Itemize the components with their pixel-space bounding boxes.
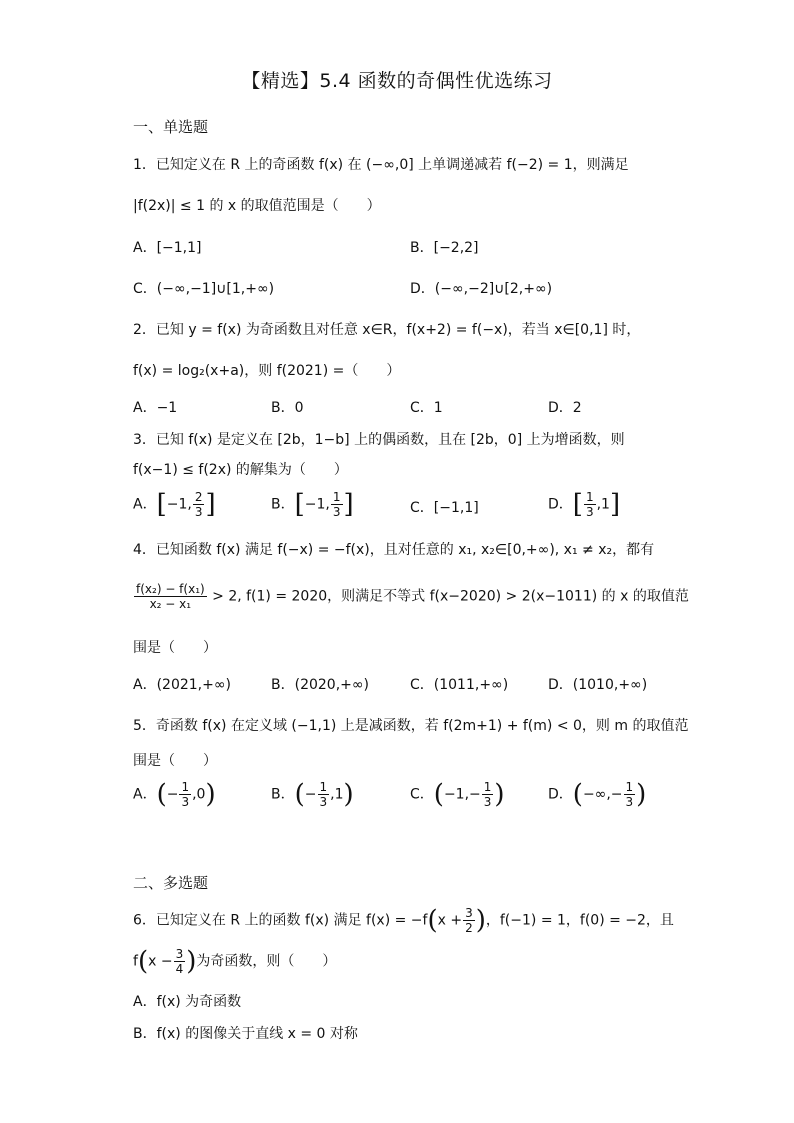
question-3-option-c: C．[−1,1]	[410, 500, 479, 516]
option-label: D．	[548, 786, 573, 803]
question-5-line-1: 5．奇函数 f(x) 在定义域 (−1,1) 上是减函数，若 f(2m+1) + f(m) < 0，则 m 的取值范	[133, 718, 689, 734]
numerator: 1	[319, 780, 328, 794]
denominator: 3	[625, 795, 634, 809]
question-3-line-1: 3．已知 f(x) 是定义在 [2b，1−b] 上的偶函数，且在 [2b，0] 上为增函数，则	[133, 432, 625, 448]
question-1-option-b: B．[−2,2]	[410, 240, 479, 256]
numerator: 1	[332, 490, 341, 504]
question-1-option-d: D．(−∞,−2]∪[2,+∞)	[410, 281, 553, 297]
section-heading-single: 一、单选题	[133, 118, 209, 136]
question-6-line-1: 6．已知定义在 R 上的函数 f(x) 满足 f(x) = −f(x + $\frac{3}{2}$ )，f(−1) = 1，f(0) = −2，且	[133, 905, 674, 936]
denominator: 2	[465, 921, 473, 935]
question-2-option-d: D．2	[548, 400, 582, 416]
numerator: 1	[585, 490, 594, 504]
denominator: x₂ − x₁	[149, 597, 192, 611]
numerator: 1	[483, 780, 492, 794]
fraction	[482, 780, 494, 809]
question-4-line-2-text: > 2, f(1) = 2020，则满足不等式 f(x−2020) > 2(x−1011) 的 x 的取值范	[212, 588, 689, 605]
denominator: 4	[175, 962, 184, 976]
question-6-line-2-tail: 为奇函数，则（ ）	[196, 953, 337, 970]
page-title: 【精选】5.4 函数的奇偶性优选练习	[241, 70, 553, 92]
fraction	[134, 582, 207, 611]
denominator: 3	[319, 795, 328, 809]
question-2-option-a: A．−1	[133, 400, 178, 416]
denominator: 3	[332, 505, 341, 519]
question-4-option-a: A．(2021,+∞)	[133, 677, 231, 693]
fraction	[193, 490, 205, 519]
question-4-option-c: C．(1011,+∞)	[410, 677, 509, 693]
option-expr: −1,	[166, 496, 192, 513]
question-4-line-2	[133, 582, 689, 611]
question-5-line-2: 围是（ ）	[133, 753, 217, 769]
option-expr: x +	[437, 912, 463, 929]
question-5-option-c: C．(−1,− $\frac{1}{3}$ )	[410, 779, 505, 810]
question-5-option-a: A．(− $\frac{1}{3}$ ,0)	[133, 779, 216, 810]
fraction	[624, 780, 636, 809]
question-6-line-1-text: 6．已知定义在 R 上的函数 f(x) 满足 f(x) = −f	[133, 912, 428, 929]
option-expr: −∞,−	[582, 786, 623, 803]
fraction	[318, 780, 330, 809]
question-2-option-c: C．1	[410, 400, 443, 416]
fraction	[331, 490, 343, 519]
option-expr: −1,−	[443, 786, 481, 803]
option-label: A．	[133, 496, 157, 513]
question-3-option-b: B．[−1, $\frac{1}{3}$ ]	[271, 489, 354, 520]
denominator: 3	[181, 795, 190, 809]
option-label: C．	[410, 786, 434, 803]
question-3-option-a: A．[−1, $\frac{2}{3}$ ]	[133, 489, 216, 520]
question-4-option-d: D．(1010,+∞)	[548, 677, 648, 693]
fraction	[174, 947, 186, 976]
numerator: 2	[194, 490, 203, 504]
denominator: 3	[483, 795, 492, 809]
option-expr: −1,	[304, 496, 330, 513]
question-6-line-1-tail: ，f(−1) = 1，f(0) = −2，且	[485, 912, 674, 929]
question-5-option-b: B．(− $\frac{1}{3}$ ,1)	[271, 779, 354, 810]
question-2-option-b: B．0	[271, 400, 304, 416]
question-2-line-1: 2．已知 y = f(x) 为奇函数且对任意 x∈R，f(x+2) = f(−x)，若当 x∈[0,1] 时，	[133, 322, 641, 338]
question-6-option-a: A．f(x) 为奇函数	[133, 994, 242, 1010]
numerator: 3	[465, 906, 473, 920]
question-4-line-3: 围是（ ）	[133, 640, 217, 656]
option-expr: ,1	[330, 786, 344, 803]
option-label: B．	[271, 496, 295, 513]
option-label: B．	[271, 786, 295, 803]
numerator: 1	[625, 780, 634, 794]
option-expr: x −	[148, 953, 173, 970]
option-expr: ,0	[192, 786, 206, 803]
numerator: 3	[175, 947, 184, 961]
question-6-option-b: B．f(x) 的图像关于直线 x = 0 对称	[133, 1026, 358, 1042]
option-expr: −	[304, 786, 317, 803]
question-4-option-b: B．(2020,+∞)	[271, 677, 369, 693]
question-6-line-2: f(x − $\frac{3}{4}$ )为奇函数，则（ ）	[133, 946, 337, 977]
option-label: D．	[548, 496, 573, 513]
numerator: f(x₂) − f(x₁)	[136, 582, 205, 596]
question-4-line-1: 4．已知函数 f(x) 满足 f(−x) = −f(x)，且对任意的 x₁, x₂∈[0,+∞), x₁ ≠ x₂，都有	[133, 542, 655, 558]
question-2-line-2: f(x) = log₂(x+a)，则 f(2021) =（ ）	[133, 363, 401, 379]
fraction	[463, 906, 475, 935]
question-1-line-1: 1．已知定义在 R 上的奇函数 f(x) 在 (−∞,0] 上单调递减若 f(−2) = 1，则满足	[133, 157, 629, 173]
option-expr: −	[166, 786, 179, 803]
option-expr: ,1	[596, 496, 610, 513]
question-5-option-d: D．(−∞,− $\frac{1}{3}$ )	[548, 779, 647, 810]
section-heading-multi: 二、多选题	[133, 874, 209, 892]
question-1-option-a: A．[−1,1]	[133, 240, 202, 256]
question-1-line-2: |f(2x)| ≤ 1 的 x 的取值范围是（ ）	[133, 198, 381, 214]
numerator: 1	[181, 780, 190, 794]
question-1-option-c: C．(−∞,−1]∪[1,+∞)	[133, 281, 275, 297]
option-label: A．	[133, 786, 157, 803]
denominator: 3	[585, 505, 594, 519]
question-3-option-d: D．[ $\frac{1}{3}$ ,1]	[548, 489, 621, 520]
question-3-line-2: f(x−1) ≤ f(2x) 的解集为（ ）	[133, 462, 348, 478]
question-6-line-2-text: f	[133, 953, 138, 970]
denominator: 3	[194, 505, 203, 519]
fraction	[584, 490, 596, 519]
fraction	[179, 780, 191, 809]
